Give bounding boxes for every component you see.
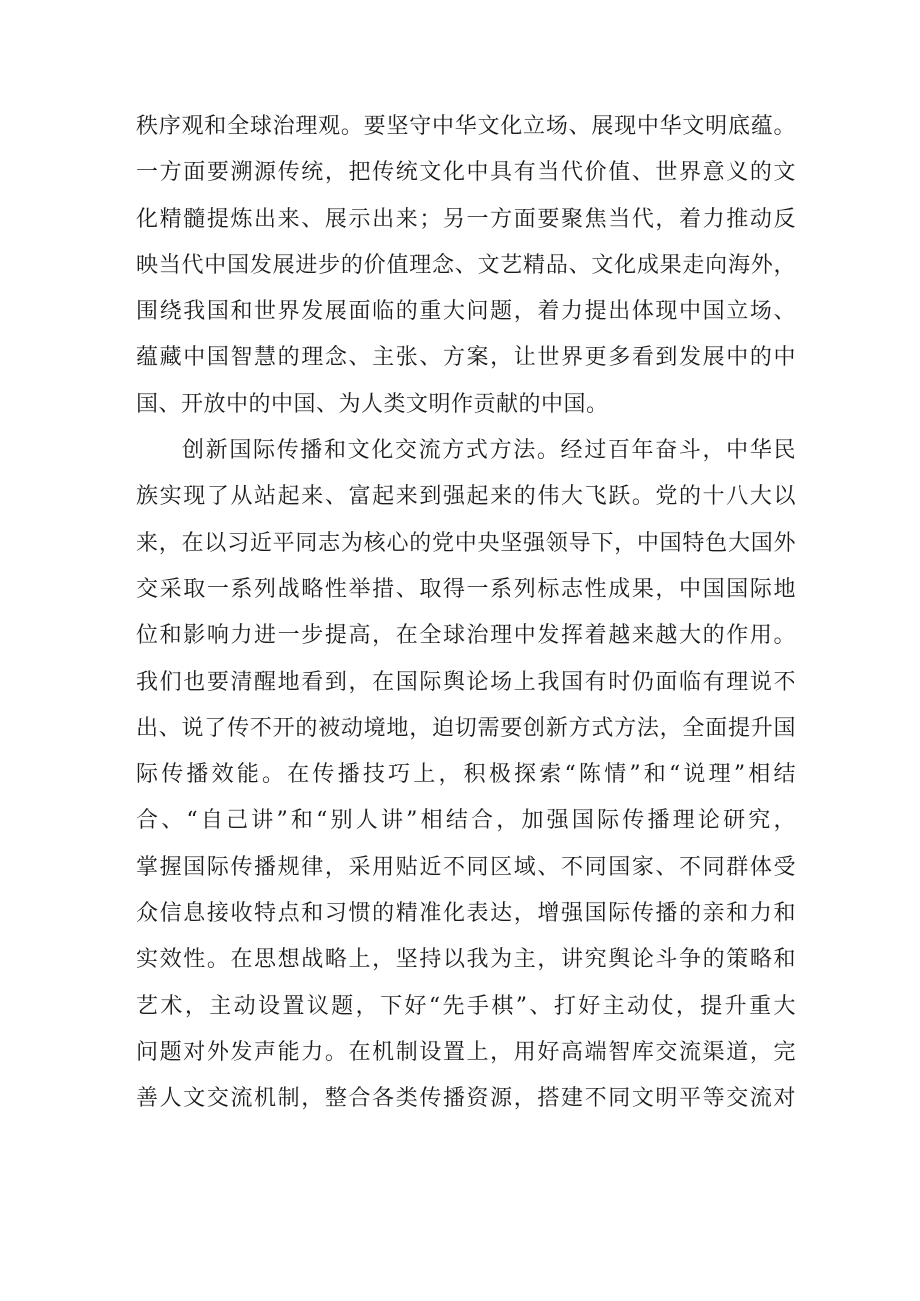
text-line: 合、“自己讲”和“别人讲”相结合，加强国际传播理论研究， <box>136 808 796 834</box>
text-line: 众信息接收特点和习惯的精准化表达，增强国际传播的亲和力和 <box>136 901 796 927</box>
paragraph-2 <box>136 428 796 1122</box>
text-line: 实效性。在思想战略上，坚持以我为主，讲究舆论斗争的策略和 <box>136 947 796 973</box>
text-line: 善人文交流机制，整合各类传播资源，搭建不同文明平等交流对 <box>136 1086 796 1112</box>
text-line: 际传播效能。在传播技巧上，积极探索“陈情”和“说理”相结 <box>136 762 796 788</box>
text-line: 秩序观和全球治理观。要坚守中华文化立场、展现中华文明底蕴。 <box>136 114 796 139</box>
text-line: 我们也要清醒地看到，在国际舆论场上我国有时仍面临有理说不 <box>136 669 796 695</box>
paragraph-1 <box>136 104 796 428</box>
text-line: 映当代中国发展进步的价值理念、文艺精品、文化成果走向海外， <box>136 252 796 278</box>
text-line: 围绕我国和世界发展面临的重大问题，着力提出体现中国立场、 <box>136 299 796 325</box>
text-line: 蕴藏中国智慧的理念、主张、方案，让世界更多看到发展中的中 <box>136 345 796 371</box>
text-line: 创新国际传播和文化交流方式方法。经过百年奋斗，中华民 <box>182 438 796 464</box>
text-line: 出、说了传不开的被动境地，迫切需要创新方式方法，全面提升国 <box>136 715 796 741</box>
body-text <box>136 104 796 1123</box>
text-line: 艺术，主动设置议题，下好“先手棋”、打好主动仗，提升重大 <box>136 993 796 1019</box>
text-line: 化精髓提炼出来、展示出来；另一方面要聚焦当代，着力推动反 <box>136 206 796 232</box>
text-line: 位和影响力进一步提高，在全球治理中发挥着越来越大的作用。 <box>136 623 796 649</box>
text-line: 族实现了从站起来、富起来到强起来的伟大飞跃。党的十八大以 <box>136 484 796 510</box>
text-line: 来，在以习近平同志为核心的党中央坚强领导下，中国特色大国外 <box>136 530 796 556</box>
text-line: 问题对外发声能力。在机制设置上，用好高端智库交流渠道，完 <box>136 1039 796 1065</box>
text-line: 交采取一系列战略性举措、取得一系列标志性成果，中国国际地 <box>136 576 796 602</box>
text-line: 掌握国际传播规律，采用贴近不同区域、不同国家、不同群体受 <box>136 854 796 880</box>
text-line: 国、开放中的中国、为人类文明作贡献的中国。 <box>136 391 609 417</box>
text-line: 一方面要溯源传统，把传统文化中具有当代价值、世界意义的文 <box>136 160 796 186</box>
